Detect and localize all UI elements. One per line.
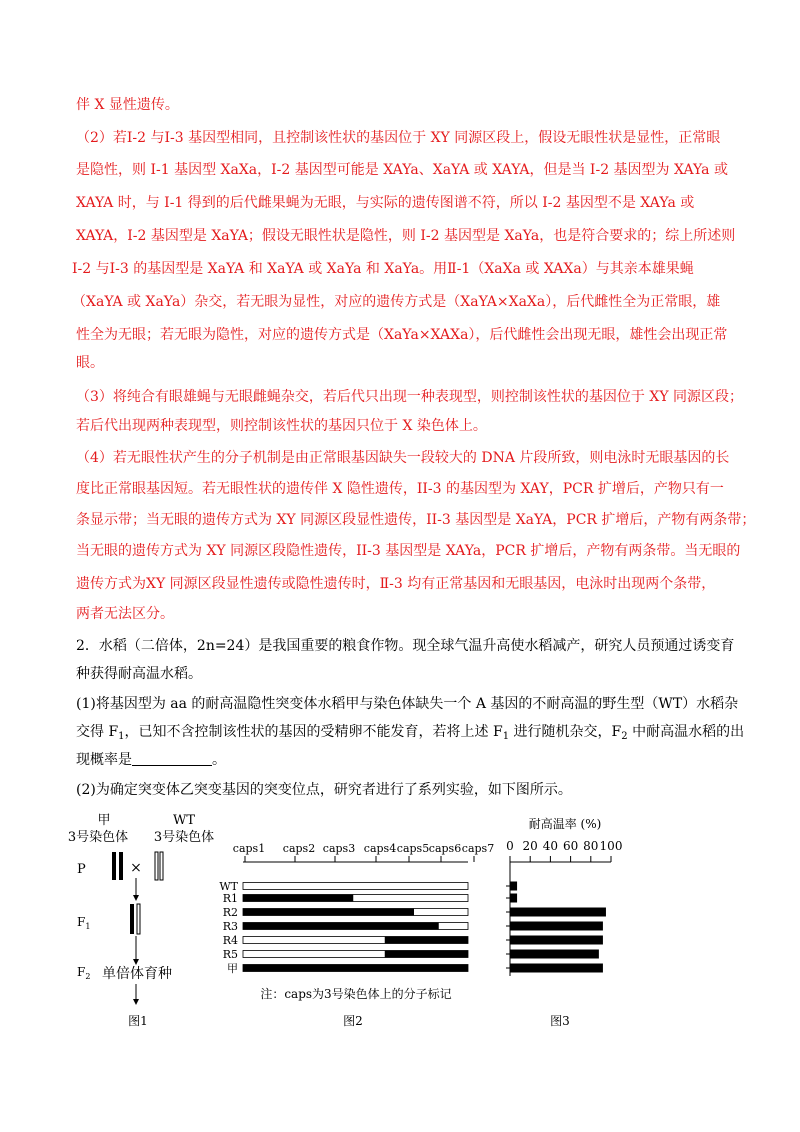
- fig3-caption: 图3: [550, 1014, 570, 1028]
- marker-label: caps3: [322, 842, 356, 855]
- fig2-caption: 图2: [343, 1014, 363, 1028]
- x-tick-label: 0: [506, 839, 514, 853]
- cross-symbol: ×: [130, 860, 142, 876]
- answer-blank[interactable]: [132, 751, 212, 766]
- chromosome-f1-1: [130, 904, 134, 934]
- answer-line: 是隐性，则 I-1 基因型 XaXa，I-2 基因型可能是 XAYa、XaYA 或 XAYA，但是当 I-2 基因型为 XAYa 或: [76, 162, 728, 178]
- part1-line-2: [76, 722, 744, 747]
- x-tick-label: 60: [562, 839, 579, 853]
- answer-line: 性全为无眼；若无眼为隐性，对应的遗传方式是（XaYa×XAXa），后代雌性会出现无眼，雄性会出现正常: [76, 327, 728, 343]
- part1-line-1: (1)将基因型为 aa 的耐高温隐性突变体水稻甲与染色体缺失一个 A 基因的不耐高温的野生型（WT）水稻杂: [76, 696, 739, 712]
- mutant-segment: [243, 895, 353, 902]
- row-label: R1: [222, 892, 238, 905]
- bar-WT: [510, 882, 517, 891]
- arrow-head: [133, 999, 139, 1005]
- fig2-note: 注：caps为3号染色体上的分子标记: [260, 987, 452, 1001]
- answer-line: 当无眼的遗传方式为 XY 同源区段隐性遗传，II-3 基因型是 XAYa，PCR 扩增后，产物有两条带。当无眼的: [76, 543, 741, 559]
- row-f1: $F_1$: [77, 915, 91, 931]
- bar-R3: [510, 922, 603, 931]
- chromosome-jia-1: [112, 852, 116, 880]
- x-tick-label: 40: [542, 839, 559, 853]
- x-tick-label: 100: [599, 839, 623, 853]
- answer-line: 两者无法区分。: [76, 606, 174, 622]
- bar-R2: [510, 908, 606, 917]
- marker-label: caps2: [282, 842, 316, 855]
- mutant-segment: [243, 909, 414, 916]
- answer-line: （2）若Ⅰ-2 与Ⅰ-3 基因型相同，且控制该性状的基因位于 XY 同源区段上，假设无眼性状是显性，正常眼: [76, 130, 721, 146]
- row-label: R2: [222, 906, 238, 919]
- chromosome-wt-2: [160, 852, 163, 880]
- row-label: R5: [222, 948, 238, 961]
- fig3-title: 耐高温率 (%): [528, 817, 602, 831]
- chromosome-bar: [243, 883, 468, 890]
- fig1-caption: 图1: [128, 1014, 148, 1028]
- answer-line: （XaYA 或 XaYa）杂交，若无眼为显性，对应的遗传方式是（XaYA×XaXa），后代雌性全为正常眼，雄: [72, 294, 721, 310]
- mutant-segment: [385, 951, 468, 958]
- mutant-segment: [243, 965, 468, 972]
- figure-2: [219, 842, 494, 1028]
- answer-line: XAYA 时，与 I-1 得到的后代雌果蝇为无眼，与实际的遗传图谱不符，所以 I-2 基因型不是 XAYa 或: [76, 195, 695, 211]
- part1-line-3: [76, 750, 226, 770]
- row-label: 甲: [227, 962, 238, 975]
- answer-line: 伴 X 显性遗传。: [76, 97, 179, 113]
- label-jia: 甲: [97, 813, 111, 828]
- row-label: WT: [219, 880, 238, 893]
- subscript: 2: [621, 731, 628, 742]
- haploid-breeding: 单倍体育种: [102, 966, 172, 982]
- answer-line: Ⅰ-2 与Ⅰ-3 的基因型是 XaYA 和 XaYA 或 XaYa 和 XaYa。用Ⅱ-1（XaXa 或 XAXa）与其亲本雄果蝇: [72, 261, 694, 277]
- row-label: R4: [222, 934, 238, 947]
- label-chr-left: 3号染色体: [67, 830, 129, 845]
- marker-label: caps4: [363, 842, 397, 855]
- answer-line: 若后代出现两种表现型，则控制该性状的基因只位于 X 染色体上。: [76, 418, 487, 434]
- bar-R1: [510, 894, 517, 903]
- x-tick-label: 80: [583, 839, 599, 853]
- mutant-segment: [243, 923, 439, 930]
- answer-line: 条显示带；当无眼的遗传方式为 XY 同源区段显性遗传，II-3 基因型是 XaYA，PCR 扩增后，产物有两条带；: [76, 512, 756, 528]
- text-fragment: 中耐高温水稻的出: [627, 724, 745, 740]
- question-stem-line-2: 种获得耐高温水稻。: [76, 666, 202, 682]
- part2-line-1: (2)为确定突变体乙突变基因的突变位点，研究者进行了系列实验，如下图所示。: [76, 782, 572, 798]
- question-stem-line-1: 2．水稻（二倍体，2n=24）是我国重要的粮食作物。现全球气温升高使水稻减产，研究人员预通过诱变育: [76, 638, 735, 654]
- text-fragment: ，已知不含控制该性状的基因的受精卵不能发育，若将上述 F: [124, 724, 503, 740]
- marker-label: caps1: [232, 842, 266, 855]
- figure-3: [506, 816, 622, 1028]
- x-tick-label: 20: [522, 839, 538, 853]
- arrow-head: [133, 959, 139, 965]
- marker-label: caps7: [461, 842, 495, 855]
- text-fragment: 现概率是: [76, 752, 132, 768]
- subscript: 1: [502, 731, 510, 742]
- bar-R4: [510, 936, 603, 945]
- chromosome-jia-2: [119, 852, 123, 880]
- answer-line: 遗传方式为XY 同源区段显性遗传或隐性遗传时，Ⅱ-3 均有正常基因和无眼基因，电泳时出现两个条带，: [76, 576, 716, 592]
- answer-line: （4）若无眼性状产生的分子机制是由正常眼基因缺失一段较大的 DNA 片段所致，则电泳时无眼基因的长: [76, 450, 730, 466]
- text-fragment: 交得 F: [76, 724, 119, 740]
- text-fragment: 。: [212, 752, 226, 768]
- row-p: P: [77, 862, 86, 877]
- text-fragment: 进行随机杂交，F: [509, 724, 622, 740]
- subscript: 1: [118, 731, 125, 742]
- chromosome-wt-1: [155, 852, 158, 880]
- answer-line: （3）将纯合有眼雄蝇与无眼雌蝇杂交，若后代只出现一种表现型，则控制该性状的基因位于 XY 同源区段；: [76, 389, 744, 405]
- figure-1: [68, 813, 214, 1028]
- mutant-segment: [385, 937, 468, 944]
- figures: [0, 800, 800, 1040]
- label-wt: WT: [172, 813, 196, 828]
- arrow-head: [133, 895, 139, 901]
- marker-label: caps5: [396, 842, 430, 855]
- marker-label: caps6: [428, 842, 462, 855]
- row-f2: $F_2$: [77, 965, 91, 981]
- answer-line: 度比正常眼基因短。若无眼性状的遗传伴 X 隐性遗传，II-3 的基因型为 XAY，PCR 扩增后，产物只有一: [76, 481, 724, 497]
- bar-R5: [510, 950, 599, 959]
- bar-甲: [510, 964, 603, 973]
- label-chr-right: 3号染色体: [153, 830, 215, 845]
- row-label: R3: [222, 920, 238, 933]
- chromosome-f1-2: [137, 904, 140, 934]
- answer-line: XAYA，I-2 基因型是 XaYA；假设无眼性状是隐性，则 I-2 基因型是 XaYa，也是符合要求的；综上所述则: [76, 228, 736, 244]
- answer-line: 眼。: [76, 355, 104, 371]
